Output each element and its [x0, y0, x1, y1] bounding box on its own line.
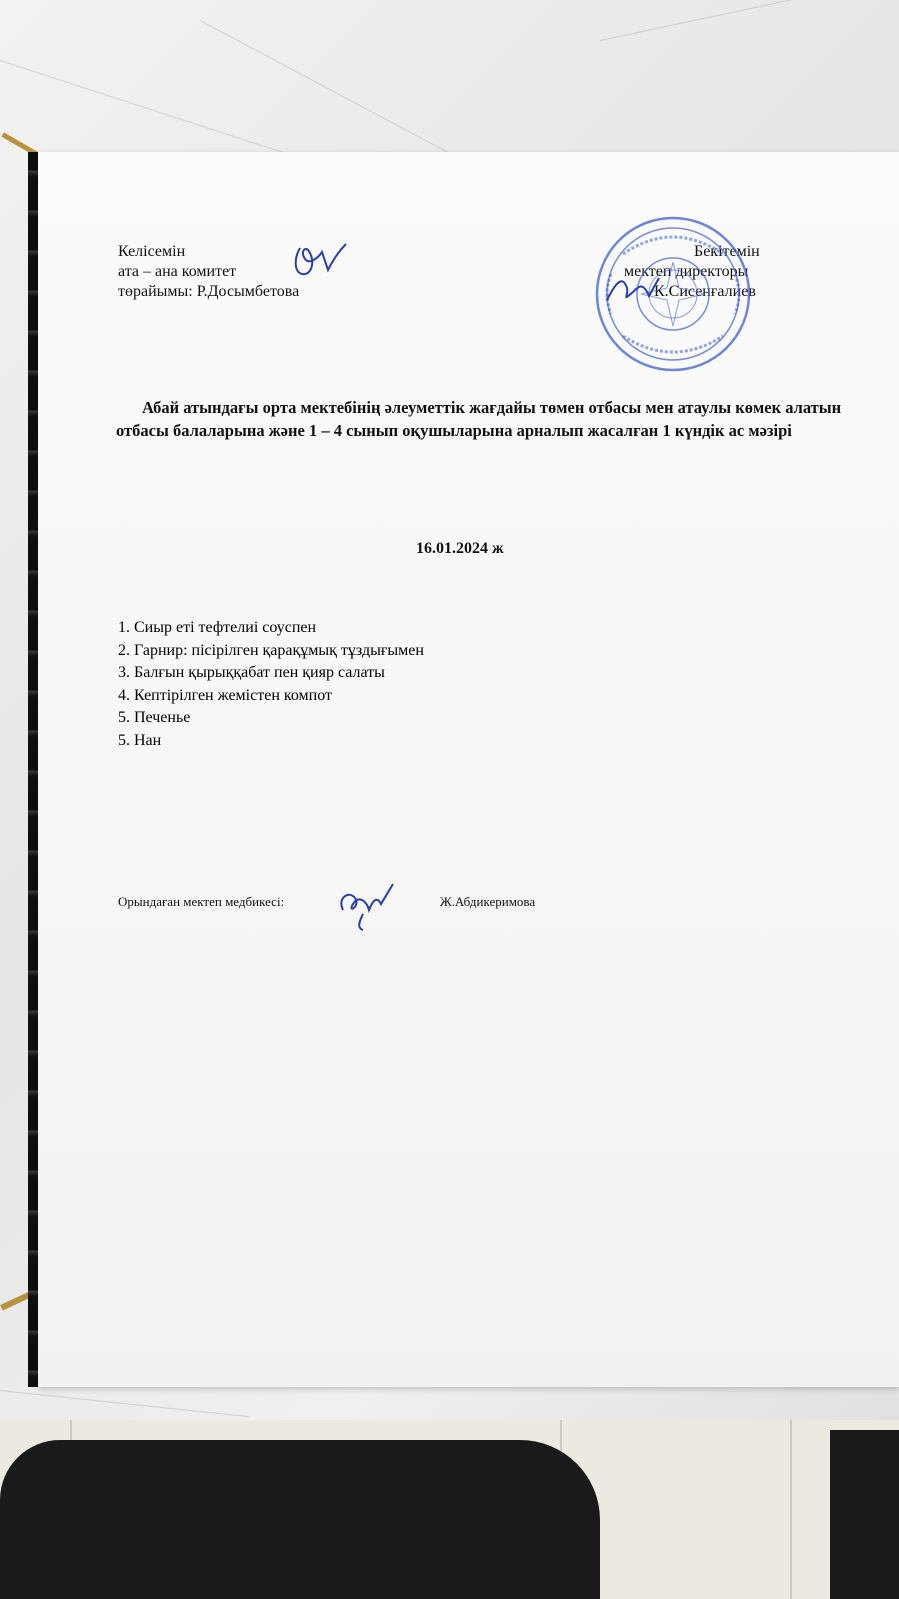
- document-date: 16.01.2024 ж: [416, 540, 504, 557]
- signature-director-icon: [603, 270, 663, 310]
- agreed-chair: төрайымы: Р.Досымбетова: [118, 283, 300, 300]
- approved-director: мектеп директоры: [624, 263, 749, 280]
- list-item: 4. Кептірілген жемістен компот: [118, 686, 333, 704]
- list-item: 2. Гарнир: пісірілген қарақұмық тұздығымен: [118, 641, 424, 659]
- list-item: 1. Сиыр еті тефтелиі соуспен: [118, 619, 317, 636]
- nurse-label: Орындаған мектеп медбикесі:: [118, 894, 285, 909]
- shoe-shadow-right: [830, 1430, 899, 1599]
- approved-heading: Бекітемін: [694, 243, 760, 260]
- list-item: 3. Балғын қырыққабат пен қияр салаты: [118, 664, 385, 681]
- nurse-name: Ж.Абдикеримова: [440, 894, 536, 909]
- approved-name: К.Сисенғалиев: [654, 283, 756, 300]
- list-item: 5. Печенье: [118, 709, 191, 726]
- document-title: Абай атындағы орта мектебінің әлеуметтік жағдайы төмен отбасы мен атаулы көмек алатын отбасы балаларына және 1 – 4 сынып оқушыларына арналып жасалған 1 күндік ас мәзірі: [116, 398, 842, 440]
- document-page: [38, 152, 899, 1387]
- agreed-committee: ата – ана комитет: [118, 263, 237, 280]
- agreed-heading: Келісемін: [118, 243, 186, 260]
- signature-chair-icon: [288, 240, 358, 285]
- list-item: 5. Нан: [118, 731, 162, 749]
- signature-nurse-icon: [333, 880, 403, 935]
- shoe-shadow: [0, 1440, 600, 1599]
- menu-list: [118, 617, 424, 752]
